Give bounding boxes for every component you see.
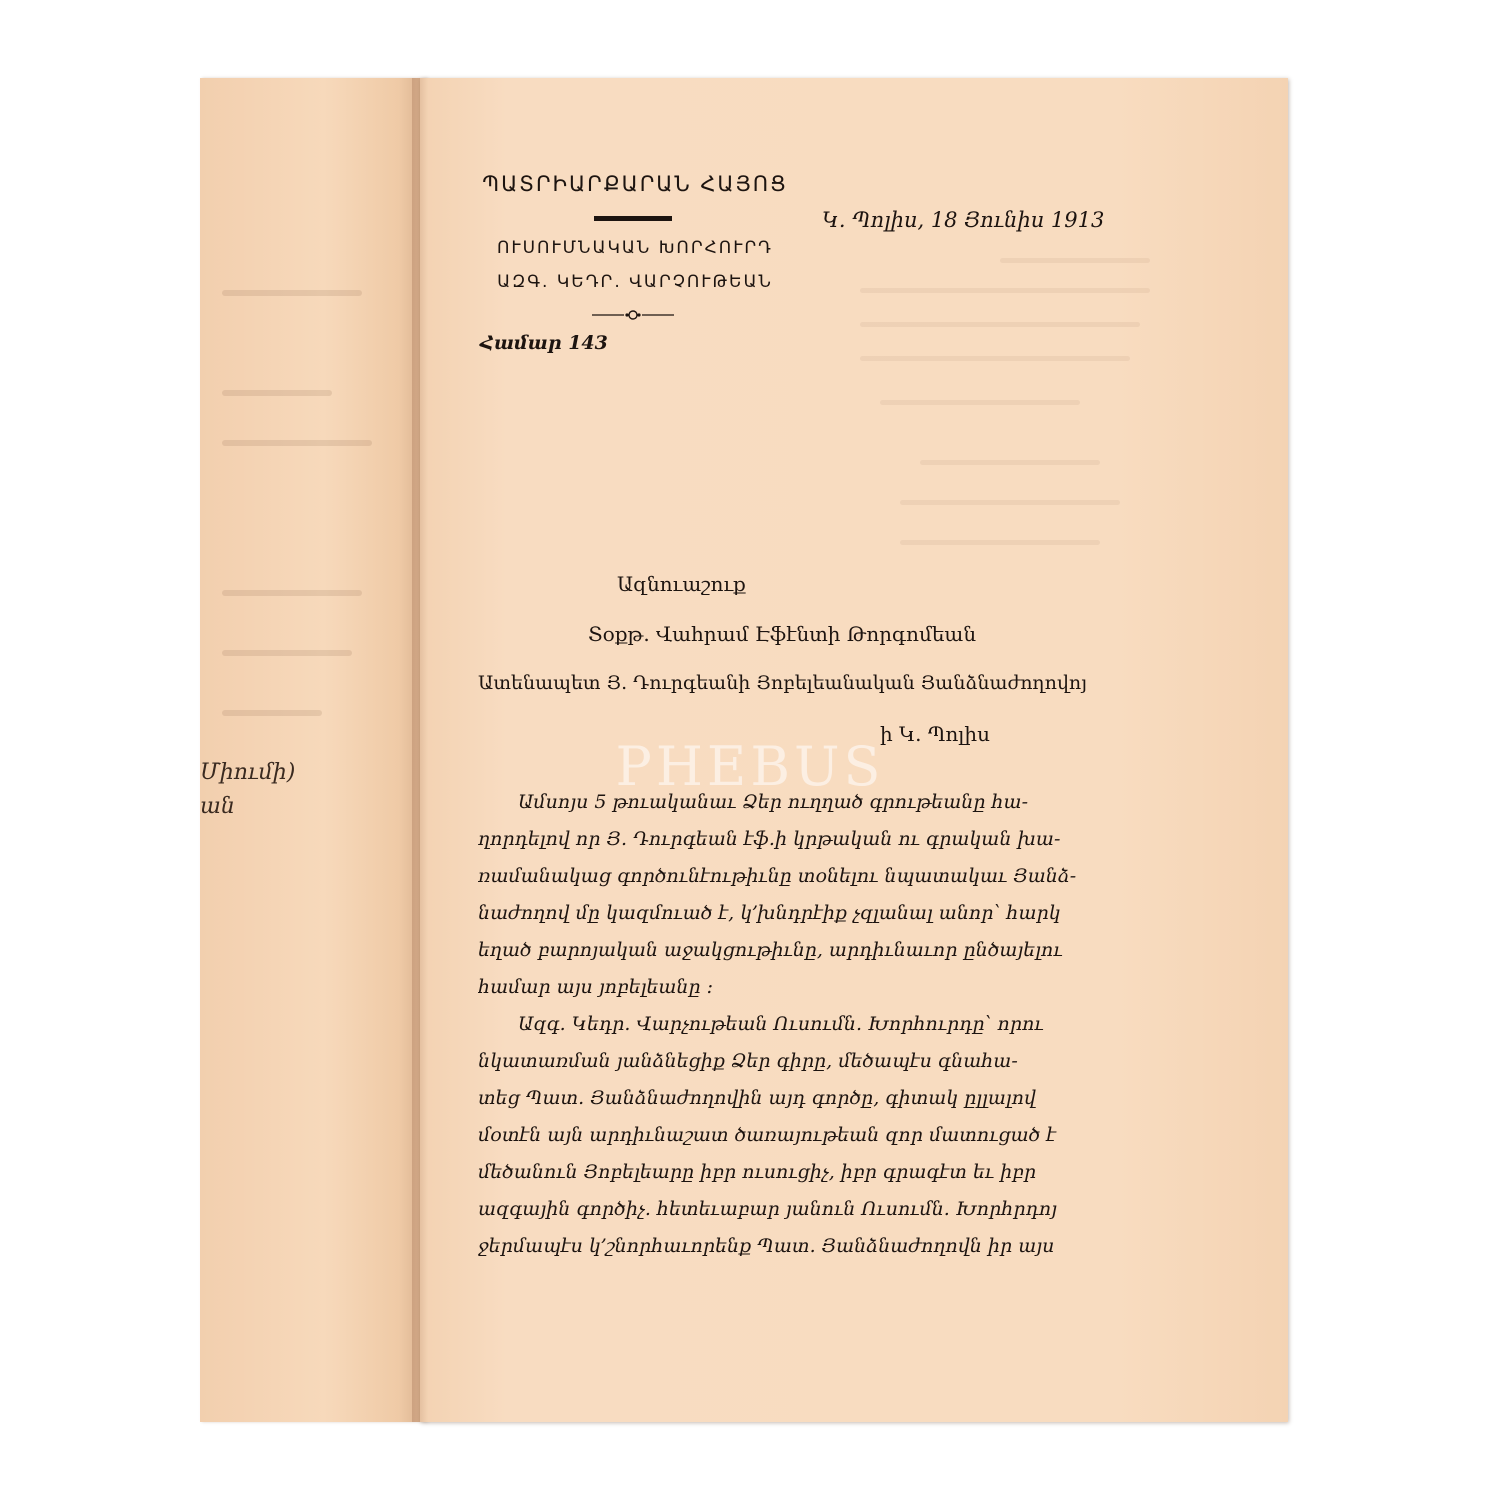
header-rule <box>594 216 672 221</box>
document-date: Կ. Պոլիս, 18 Յունիս 1913 <box>822 208 1105 232</box>
salutation: Ազնուաշուք <box>617 572 746 596</box>
left-page <box>200 78 426 1422</box>
watermark: PHEBUS <box>615 735 885 798</box>
left-page-fragment: ան <box>200 794 235 819</box>
department-name: ԱԶԳ. ԿԵԴՐ. ՎԱՐՉՈՒԹԵԱՆ <box>497 272 773 292</box>
show-through-line <box>860 356 1130 361</box>
show-through-line <box>900 540 1100 545</box>
body-line: տեց Պատ. Յանձնաժողովին այդ գործը, գիտակ ըլլալով <box>478 1087 1037 1109</box>
body-line: ջերմապէս կ՚շնորհաւորենք Պատ. Յանձնաժողովն իր այս <box>478 1235 1055 1257</box>
body-line: ազգային գործիչ. հետեւաբար յանուն Ուսումն. Խորհրդոյ <box>478 1198 1058 1220</box>
faint-text-line <box>222 710 322 716</box>
faint-text-line <box>222 650 352 656</box>
body-line: եղած բարոյական աջակցութիւնը, արդիւնաւոր ընծայելու <box>478 939 1063 961</box>
show-through-line <box>860 322 1140 327</box>
body-line: Ամսոյս 5 թուականաւ Ձեր ուղղած գրութեանը հա- <box>518 791 1028 813</box>
show-through-line <box>900 500 1120 505</box>
body-line: նաժողով մը կազմուած է, կ՚խնդրէիք չզլանալ անոր՝ հարկ <box>478 902 1061 924</box>
body-line: մեծանուն Յոբելեարը իբր ուսուցիչ, իբր գրագէտ եւ իբր <box>478 1161 1037 1183</box>
ornament-divider <box>592 308 674 322</box>
body-line: մօտէն այն արդիւնաշատ ծառայութեան զոր մատուցած է <box>478 1124 1057 1146</box>
body-line: ռամանակաց գործունէութիւնը տօնելու նպատակաւ Յանձ- <box>478 865 1077 887</box>
body-line: նկատառման յանձնեցիք Ձեր գիրը, մեծապէս գնահա- <box>478 1050 1018 1072</box>
show-through-line <box>880 400 1080 405</box>
show-through-line <box>920 460 1100 465</box>
faint-text-line <box>222 290 362 296</box>
show-through-line <box>860 288 1150 293</box>
document-number: Համար 143 <box>480 332 608 354</box>
show-through-line <box>1000 258 1150 263</box>
body-line: համար այս յոբելեանը : <box>478 976 714 998</box>
letter-body <box>478 784 1138 1265</box>
left-page-fragment: Միումի) <box>200 760 296 785</box>
recipient-location: ի Կ. Պոլիս <box>880 722 990 746</box>
recipient-name: Տօքթ. Վահրամ Էֆէնտի Թորգոմեան <box>588 622 977 646</box>
recipient-title: Ատենապետ Յ. Դուրգեանի Յոբելեանական Յանձնաժողովոյ <box>478 672 1088 694</box>
council-name: ՈՒՍՈՒՄՆԱԿԱՆ ԽՈՐՀՈՒՐԴ <box>496 238 773 258</box>
faint-text-line <box>222 390 332 396</box>
org-title: ՊԱՏՐԻԱՐՔԱՐԱՆ ՀԱՅՈՑ <box>482 172 788 196</box>
faint-text-line <box>222 440 372 446</box>
faint-text-line <box>222 590 362 596</box>
body-line: ղորդելով որ Յ. Դուրգեան էֆ.ի կրթական ու գրական խա- <box>478 828 1061 850</box>
body-line: Ազգ. Կեդր. Վարչութեան Ուսումն. Խորհուրդը՝ որու <box>518 1013 1044 1035</box>
page-spine-shadow <box>412 78 428 1422</box>
